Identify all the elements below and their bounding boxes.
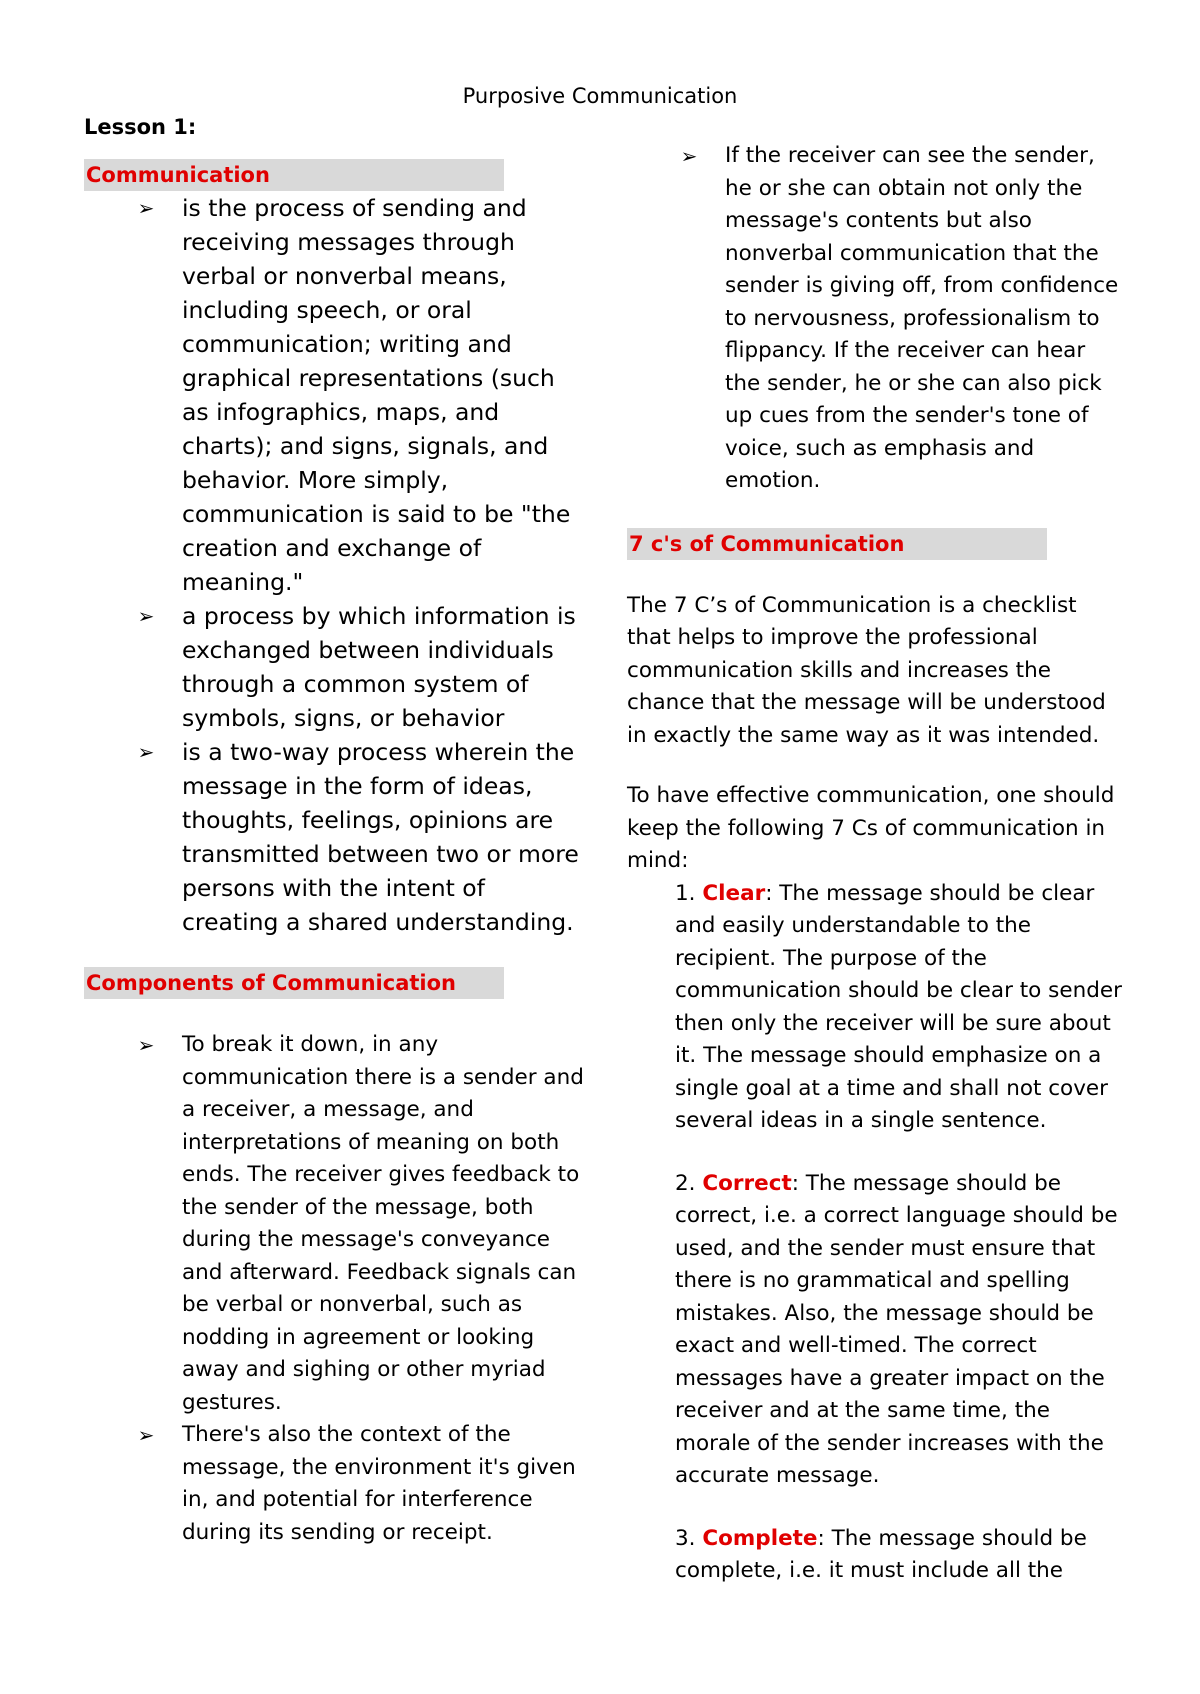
item-number: 1. [675, 880, 696, 906]
arrow-bullet-icon: ➢ [137, 1033, 155, 1057]
section-heading-components: Components of Communication [84, 967, 504, 999]
list-item [84, 1419, 584, 1549]
communication-definition-list [84, 191, 584, 939]
components-list [84, 1029, 584, 1549]
lesson-heading: Lesson 1: [84, 115, 197, 139]
arrow-bullet-icon: ➢ [680, 144, 698, 168]
item-term: Clear [702, 880, 766, 906]
left-column [84, 112, 584, 1549]
seven-cs-item-clear [675, 878, 1127, 1138]
list-item-text: To break it down, in any communication there is a sender and a receiver, a message, and interpretations of meaning on both ends. The receiver gives feedback to the sender of the message, both during the message's conveyance and afterward. Feedback signals can be verbal or nonverbal, such as nodding in agreement or looking away and sighing or other myriad gestures. [182, 1032, 584, 1415]
item-term: Correct [702, 1170, 792, 1196]
item-text: : The message should be correct, i.e. a correct language should be used, and the sender must ensure that there is no grammatical and spelling mistakes. Also, the message should be exact and well-timed. The correct messages have a greater impact on the receiver and at the same time, the morale of the sender increases with the accurate message. [675, 1170, 1118, 1488]
item-number: 3. [675, 1525, 696, 1551]
seven-cs-lead: To have effective communication, one should keep the following 7 Cs of communication in mind: [627, 783, 1115, 873]
arrow-bullet-icon: ➢ [137, 196, 155, 220]
components-list-continued [627, 140, 1127, 498]
list-item-text: There's also the context of the message, the environment it's given in, and potential for interference during its sending or receipt. [182, 1422, 576, 1545]
list-item [84, 1029, 584, 1419]
arrow-bullet-icon: ➢ [137, 740, 155, 764]
item-text: : The message should be clear and easily understandable to the recipient. The purpose of the communication should be clear to sender then only the receiver will be sure about it. The message should emphasize on a single goal at a time and shall not cover several ideas in a single sentence. [675, 880, 1122, 1133]
list-item-text: If the receiver can see the sender, he or she can obtain not only the message's contents but also nonverbal communication that the sender is giving off, from confidence to nervousness, professionalism to flippancy. If the receiver can hear the sender, he or she can also pick up cues from the sender's tone of voice, such as emphasis and emotion. [725, 143, 1119, 493]
seven-cs-intro: The 7 C’s of Communication is a checklist that helps to improve the professional communication skills and increases the chance that the message will be understood in exactly the same way as it was intended. [627, 592, 1106, 748]
list-item-text: a process by which information is exchanged between individuals through a common system of symbols, signs, or behavior [182, 602, 576, 732]
section-heading-seven-cs: 7 c's of Communication [627, 528, 1047, 560]
item-text: : The message should be complete, i.e. it must include all the [675, 1525, 1087, 1583]
right-column [627, 140, 1127, 1588]
list-item-text: is the process of sending and receiving messages through verbal or nonverbal means, including speech, or oral communication; writing and graphical representations (such as infographics, maps, and charts); and signs, signals, and behavior. More simply, communication is said to be "the creation and exchange of meaning." [182, 194, 571, 596]
page-title: Purposive Communication [462, 84, 738, 108]
seven-cs-item-correct [675, 1168, 1127, 1493]
item-term: Complete [702, 1525, 818, 1551]
list-item [84, 735, 584, 939]
item-number: 2. [675, 1170, 696, 1196]
seven-cs-item-complete [675, 1523, 1127, 1588]
list-item [627, 140, 1127, 498]
arrow-bullet-icon: ➢ [137, 604, 155, 628]
list-item [84, 599, 584, 735]
list-item-text: is a two-way process wherein the message in the form of ideas, thoughts, feelings, opinions are transmitted between two or more persons with the intent of creating a shared understanding. [182, 738, 579, 936]
arrow-bullet-icon: ➢ [137, 1423, 155, 1447]
section-heading-communication: Communication [84, 159, 504, 191]
list-item [84, 191, 584, 599]
